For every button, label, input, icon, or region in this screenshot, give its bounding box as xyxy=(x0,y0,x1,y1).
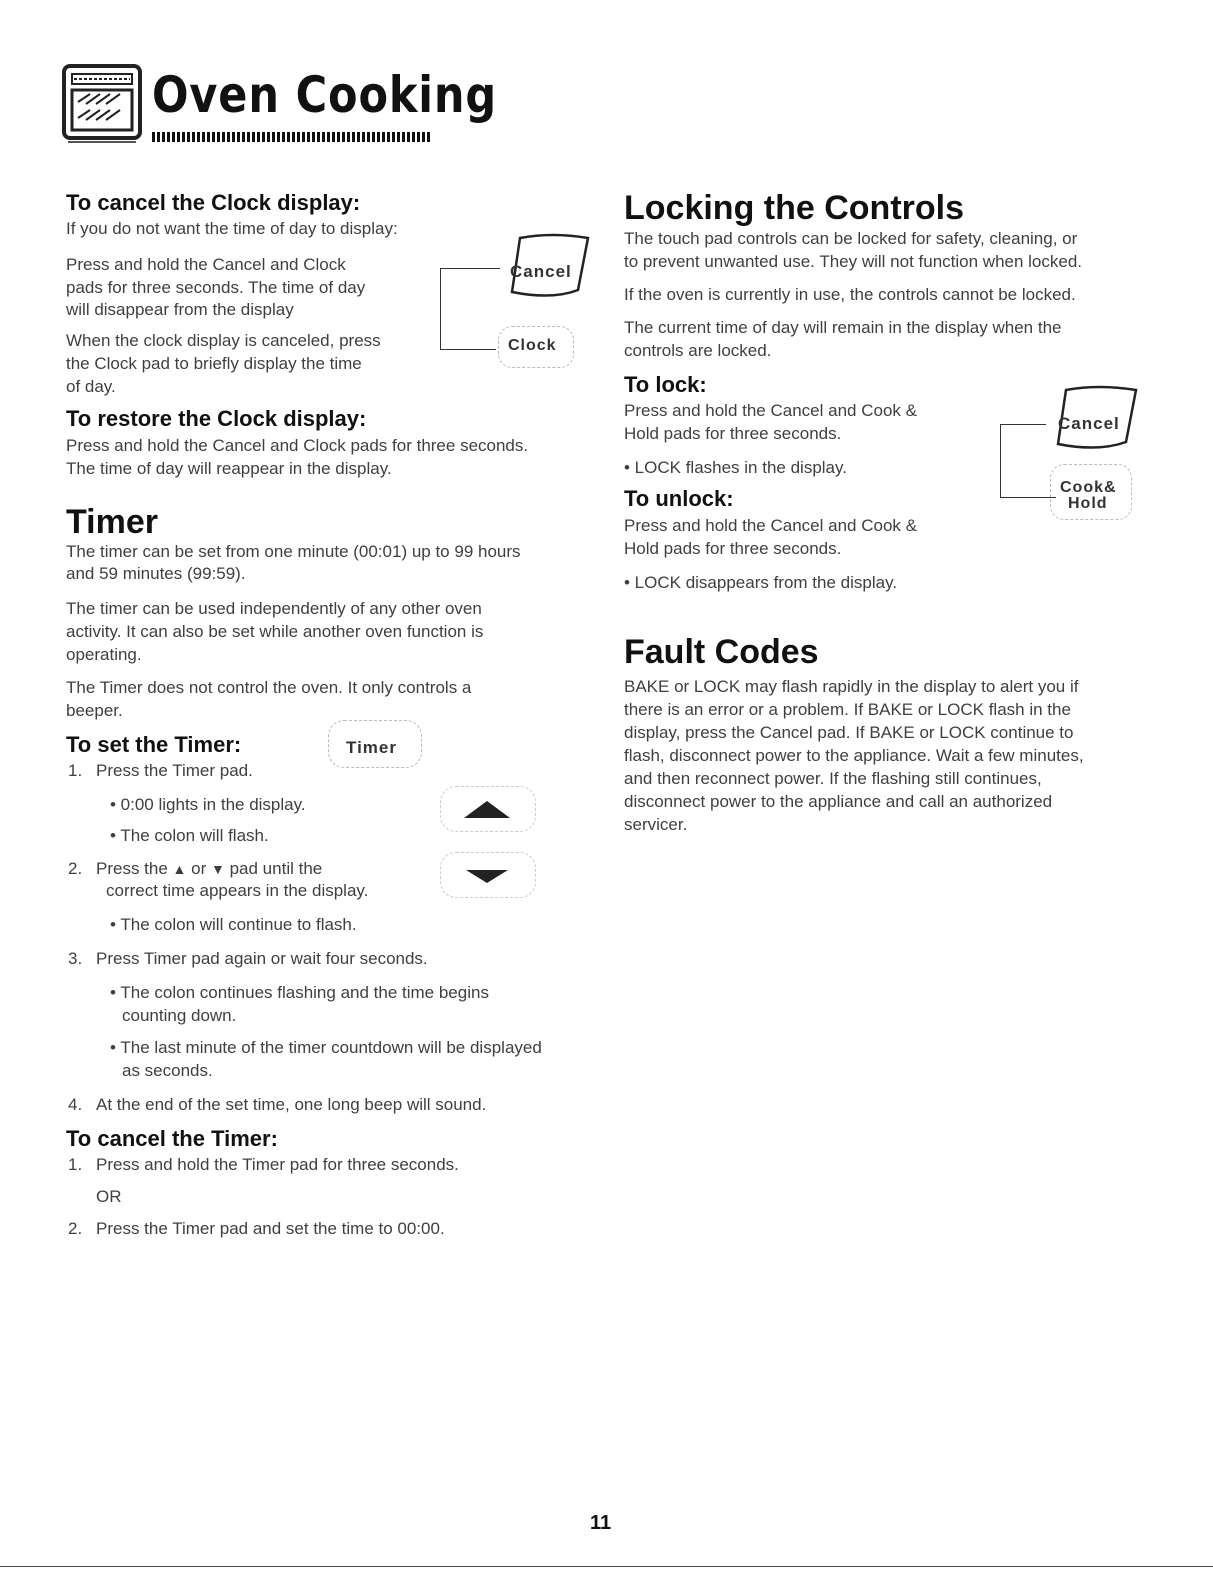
fault-codes-heading: Fault Codes xyxy=(624,633,819,671)
set-timer-bullet: • The last minute of the timer countdown will be displayed xyxy=(110,1038,542,1057)
cancel-clock-text: When the clock display is canceled, press xyxy=(66,331,381,350)
set-timer-step: Press Timer pad again or wait four seconds. xyxy=(96,949,428,968)
restore-clock-text: Press and hold the Cancel and Clock pads for three seconds. xyxy=(66,436,529,455)
lock-bullet: • LOCK flashes in the display. xyxy=(624,458,847,477)
or-text: OR xyxy=(96,1187,122,1206)
locking-text: If the oven is currently in use, the controls cannot be locked. xyxy=(624,285,1076,304)
timer-text: The timer can be set from one minute (00:01) up to 99 hours xyxy=(66,542,521,561)
fault-codes-text: display, press the Cancel pad. If BAKE or LOCK continue to xyxy=(624,723,1074,742)
timer-text: The timer can be used independently of any other oven xyxy=(66,599,482,618)
step-number: 1. xyxy=(68,1155,83,1174)
step-number: 3. xyxy=(68,949,83,968)
down-triangle-icon: ▼ xyxy=(211,861,225,877)
lock-heading: To lock: xyxy=(624,372,707,397)
timer-text: operating. xyxy=(66,645,142,664)
step-number: 2. xyxy=(68,1219,83,1238)
timer-heading: Timer xyxy=(66,503,158,541)
fault-codes-text: flash, disconnect power to the appliance. Wait a few minutes, xyxy=(624,746,1084,765)
set-timer-step: Press the Timer pad. xyxy=(96,761,253,780)
cancel-clock-text: of day. xyxy=(66,377,116,396)
set-timer-bullet: • The colon will continue to flash. xyxy=(110,915,357,934)
cancel-clock-intro: If you do not want the time of day to display: xyxy=(66,219,398,238)
set-timer-step: At the end of the set time, one long beep will sound. xyxy=(96,1095,487,1114)
connector-line xyxy=(440,268,441,350)
timer-text: beeper. xyxy=(66,701,123,720)
fault-codes-text: disconnect power to the appliance and call an authorized xyxy=(624,792,1053,811)
down-arrow-icon xyxy=(464,868,510,889)
unlock-text: Press and hold the Cancel and Cook & xyxy=(624,516,917,535)
timer-pad-label: Timer xyxy=(346,738,397,757)
set-timer-bullet: • The colon continues flashing and the time begins xyxy=(110,983,489,1002)
connector-line xyxy=(1000,424,1001,498)
cancel-clock-text: Press and hold the Cancel and Clock xyxy=(66,255,346,274)
step-number: 4. xyxy=(68,1095,83,1114)
cancel-timer-heading: To cancel the Timer: xyxy=(66,1126,278,1151)
set-timer-heading: To set the Timer: xyxy=(66,732,242,757)
cancel-pad-label: Cancel xyxy=(1058,414,1120,433)
set-timer-bullet: • The colon will flash. xyxy=(110,826,269,845)
cancel-clock-text: pads for three seconds. The time of day xyxy=(66,278,366,297)
cancel-pad-label: Cancel xyxy=(510,262,572,281)
set-timer-bullet: • 0:00 lights in the display. xyxy=(110,795,306,814)
connector-line xyxy=(440,268,500,269)
unlock-text: Hold pads for three seconds. xyxy=(624,539,842,558)
unlock-bullet: • LOCK disappears from the display. xyxy=(624,573,898,592)
locking-text: The current time of day will remain in the display when the xyxy=(624,318,1062,337)
lock-text: Hold pads for three seconds. xyxy=(624,424,842,443)
locking-text: The touch pad controls can be locked for safety, cleaning, or xyxy=(624,229,1078,248)
bottom-rule xyxy=(0,1566,1213,1567)
connector-line xyxy=(1000,497,1056,498)
fault-codes-text: servicer. xyxy=(624,815,688,834)
up-arrow-icon xyxy=(462,800,512,825)
cancel-clock-text: will disappear from the display xyxy=(66,300,294,319)
clock-pad-label: Clock xyxy=(508,337,557,354)
restore-clock-heading: To restore the Clock display: xyxy=(66,406,367,431)
connector-line xyxy=(440,349,496,350)
set-timer-step: correct time appears in the display. xyxy=(106,881,369,900)
fault-codes-text: BAKE or LOCK may flash rapidly in the display to alert you if xyxy=(624,677,1079,696)
lock-text: Press and hold the Cancel and Cook & xyxy=(624,401,917,420)
cancel-clock-text: the Clock pad to briefly display the time xyxy=(66,354,362,373)
timer-text: and 59 minutes (99:59). xyxy=(66,564,246,583)
locking-heading: Locking the Controls xyxy=(624,189,964,227)
oven-icon xyxy=(60,62,144,146)
locking-text: to prevent unwanted use. They will not function when locked. xyxy=(624,252,1083,271)
locking-text: controls are locked. xyxy=(624,341,772,360)
fault-codes-text: there is an error or a problem. If BAKE or LOCK flash in the xyxy=(624,700,1071,719)
page-title: Oven Cooking xyxy=(152,66,498,124)
timer-text: The Timer does not control the oven. It only controls a xyxy=(66,678,472,697)
unlock-heading: To unlock: xyxy=(624,486,734,511)
set-timer-bullet: counting down. xyxy=(122,1006,237,1025)
cancel-timer-step: Press and hold the Timer pad for three seconds. xyxy=(96,1155,459,1174)
cancel-clock-heading: To cancel the Clock display: xyxy=(66,190,361,215)
up-triangle-icon: ▲ xyxy=(172,861,187,877)
fault-codes-text: and then reconnect power. If the flashing still continues, xyxy=(624,769,1042,788)
timer-text: activity. It can also be set while another oven function is xyxy=(66,622,484,641)
set-timer-bullet: as seconds. xyxy=(122,1061,213,1080)
page-number: 11 xyxy=(590,1512,612,1534)
set-timer-step: Press the ▲ or ▼ pad until the xyxy=(96,859,323,878)
restore-clock-text: The time of day will reappear in the display. xyxy=(66,459,392,478)
step-number: 1. xyxy=(68,761,83,780)
cook-hold-pad-label: Cook& Hold xyxy=(1060,479,1117,512)
title-underline xyxy=(152,132,432,142)
step-number: 2. xyxy=(68,859,83,878)
cancel-timer-step: Press the Timer pad and set the time to 00:00. xyxy=(96,1219,445,1238)
